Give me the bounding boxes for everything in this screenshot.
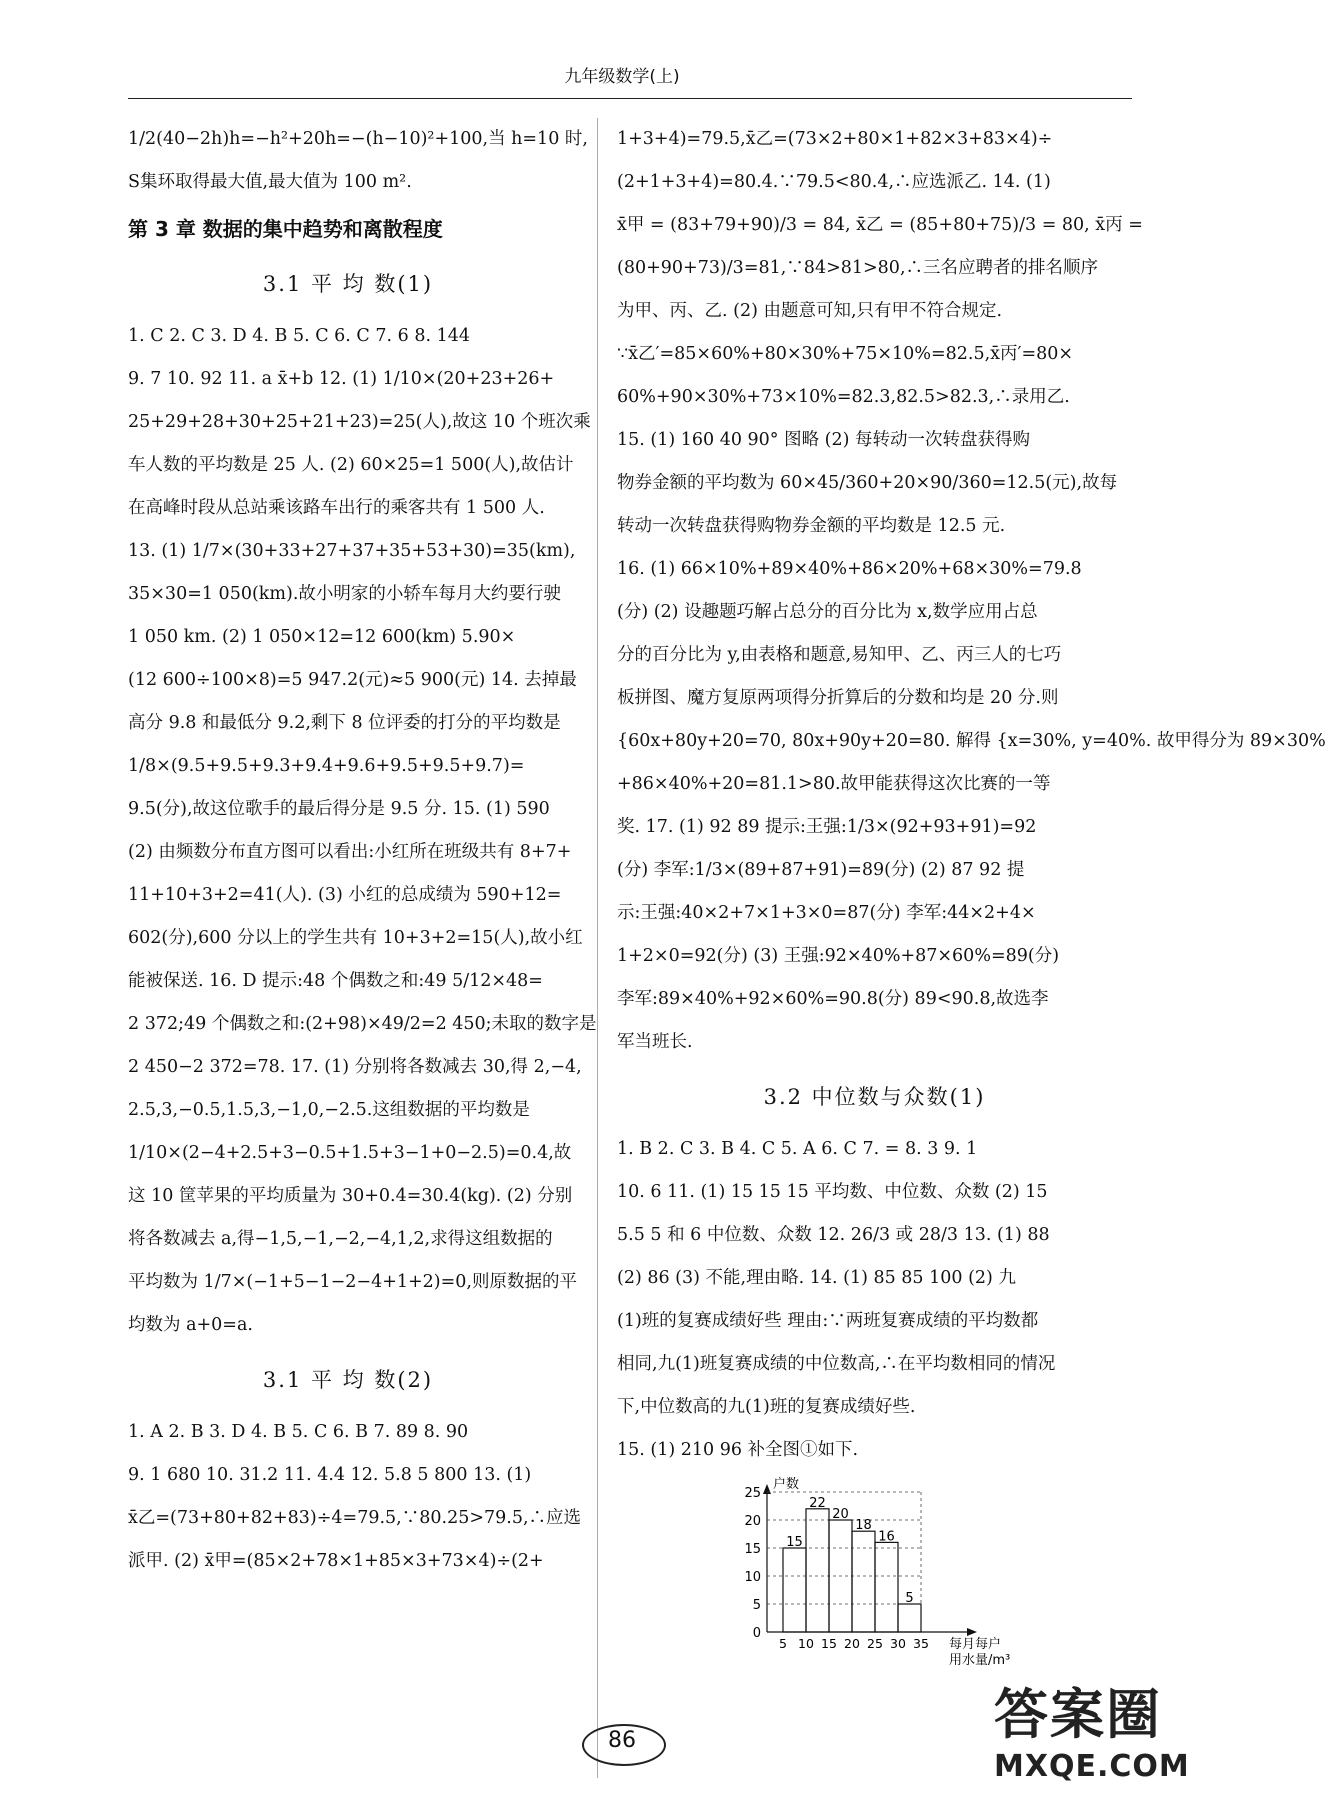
answer-line: S集环取得最大值,最大值为 100 m². xyxy=(128,172,412,192)
answer-line: x̄甲 = (83+79+90)/3 = 84, x̄乙 = (85+80+75)/3 = 80, x̄丙 = xyxy=(617,215,1143,235)
answer-line: (2+1+3+4)=80.4.∵79.5<80.4,∴应选派乙. 14. (1) xyxy=(617,172,1051,192)
left-column xyxy=(128,118,597,1583)
histogram-bar xyxy=(898,1604,921,1632)
answer-line: 李军:89×40%+92×60%=90.8(分) 89<90.8,故选李 xyxy=(617,989,1049,1009)
bar-value-label: 16 xyxy=(878,1529,895,1545)
y-tick-label: 20 xyxy=(744,1514,761,1529)
bar-value-label: 22 xyxy=(809,1495,826,1511)
section-title-3-2-1: 3.2 中位数与众数(1) xyxy=(763,1085,986,1109)
answer-line: 16. (1) 66×10%+89×40%+86×20%+68×30%=79.8 xyxy=(617,559,1082,579)
histogram-bar xyxy=(852,1531,875,1632)
answer-line: 2.5,3,−0.5,1.5,3,−1,0,−2.5.这组数据的平均数是 xyxy=(128,1100,530,1120)
answer-line: 在高峰时段从总站乘该路车出行的乘客共有 1 500 人. xyxy=(128,498,545,518)
answer-line: (12 600÷100×8)=5 947.2(元)≈5 900(元) 14. 去掉最 xyxy=(128,670,577,690)
answer-line: 9.5(分),故这位歌手的最后得分是 9.5 分. 15. (1) 590 xyxy=(128,799,550,819)
histogram-bar xyxy=(783,1548,806,1632)
answer-line: 602(分),600 分以上的学生共有 10+3+2=15(人),故小红 xyxy=(128,928,583,948)
answer-line: 均数为 a+0=a. xyxy=(128,1315,253,1335)
bar-value-label: 20 xyxy=(832,1507,849,1522)
answer-line: 将各数减去 a,得−1,5,−1,−2,−4,1,2,求得这组数据的 xyxy=(128,1229,553,1249)
column-separator xyxy=(597,118,598,1778)
answer-line: (2) 86 (3) 不能,理由略. 14. (1) 85 85 100 (2) 九 xyxy=(617,1268,1016,1288)
answer-line: 1. C 2. C 3. D 4. B 5. C 6. C 7. 6 8. 144 xyxy=(128,326,471,346)
answer-line: (分) 李军:1/3×(89+87+91)=89(分) (2) 87 92 提 xyxy=(617,860,1025,880)
answer-line: 10. 6 11. (1) 15 15 15 平均数、中位数、众数 (2) 15 xyxy=(617,1182,1048,1202)
section-title-3-1-1: 3.1 平 均 数(1) xyxy=(262,272,434,296)
answer-line: 35×30=1 050(km).故小明家的小轿车每月大约要行驶 xyxy=(128,584,561,604)
x-axis-label: 每月每户 xyxy=(949,1637,1002,1652)
answer-line: +86×40%+20=81.1>80.故甲能获得这次比赛的一等 xyxy=(617,774,1051,794)
answer-line: 示:王强:40×2+7×1+3×0=87(分) 李军:44×2+4× xyxy=(617,903,1036,923)
answer-line: 平均数为 1/7×(−1+5−1−2−4+1+2)=0,则原数据的平 xyxy=(128,1272,577,1292)
answer-line: 15. (1) 160 40 90° 图略 (2) 每转动一次转盘获得购 xyxy=(617,430,1031,450)
bar-value-label: 15 xyxy=(786,1535,803,1550)
y-axis-arrow xyxy=(763,1484,771,1494)
answer-line: 军当班长. xyxy=(617,1032,693,1052)
x-axis-label-unit: 用水量/m³ xyxy=(949,1653,1011,1668)
answer-line: 高分 9.8 和最低分 9.2,剩下 8 位评委的打分的平均数是 xyxy=(128,713,561,733)
x-axis-arrow xyxy=(967,1628,977,1636)
watermark-logo xyxy=(994,1672,1234,1792)
answer-line: 2 372;49 个偶数之和:(2+98)×49/2=2 450;未取的数字是 xyxy=(128,1014,597,1034)
answer-line: 分的百分比为 y,由表格和题意,易知甲、乙、丙三人的七巧 xyxy=(617,645,1062,665)
bar-value-label: 5 xyxy=(905,1591,914,1606)
right-column xyxy=(617,118,1326,1672)
answer-line: 物券金额的平均数为 60×45/360+20×90/360=12.5(元),故每 xyxy=(617,473,1118,493)
page-number-text: 86 xyxy=(608,1728,636,1753)
x-tick-label: 35 xyxy=(913,1636,929,1651)
x-tick-label: 10 xyxy=(798,1636,814,1651)
y-tick-label: 25 xyxy=(744,1486,761,1501)
right-answers-a xyxy=(617,118,1326,1064)
answer-line: 奖. 17. (1) 92 89 提示:王强:1/3×(92+93+91)=92 xyxy=(617,817,1037,837)
answer-line: 11+10+3+2=41(人). (3) 小红的总成绩为 590+12= xyxy=(128,885,562,905)
answer-line: 为甲、丙、乙. (2) 由题意可知,只有甲不符合规定. xyxy=(617,301,1003,321)
answer-line: 25+29+28+30+25+21+23)=25(人),故这 10 个班次乘 xyxy=(128,412,591,432)
page-header: 九年级数学(上) xyxy=(564,67,680,87)
answer-line: 60%+90×30%+73×10%=82.3,82.5>82.3,∴录用乙. xyxy=(617,387,1070,407)
histogram-figure xyxy=(617,1472,1132,1672)
answer-line: 9. 1 680 10. 31.2 11. 4.4 12. 5.8 5 800 13. (1) xyxy=(128,1465,532,1485)
answer-line: (分) (2) 设趣题巧解占总分的百分比为 x,数学应用占总 xyxy=(617,602,1038,622)
y-tick-label: 15 xyxy=(744,1542,761,1557)
section-3-2-1-answers xyxy=(617,1128,1132,1472)
histogram-chart xyxy=(617,1472,1132,1672)
answer-line: 派甲. (2) x̄甲=(85×2+78×1+85×3+73×4)÷(2+ xyxy=(128,1551,544,1571)
answer-line: 9. 7 10. 92 11. a x̄+b 12. (1) 1/10×(20+23+26+ xyxy=(128,369,555,389)
answer-line: (1)班的复赛成绩好些 理由:∵两班复赛成绩的平均数都 xyxy=(617,1311,1039,1331)
section-3-1-1-answers xyxy=(128,315,597,1347)
answer-line: 1. A 2. B 3. D 4. B 5. C 6. B 7. 89 8. 90 xyxy=(128,1422,469,1442)
y-tick-label: 0 xyxy=(752,1626,761,1641)
answer-line: 相同,九(1)班复赛成绩的中位数高,∴在平均数相同的情况 xyxy=(617,1354,1056,1374)
answer-line: 2 450−2 372=78. 17. (1) 分别将各数减去 30,得 2,−4, xyxy=(128,1057,582,1077)
y-tick-label: 5 xyxy=(752,1598,761,1613)
x-tick-label: 15 xyxy=(821,1636,837,1651)
answer-line: 13. (1) 1/7×(30+33+27+37+35+53+30)=35(km), xyxy=(128,541,576,561)
answer-line: 1/10×(2−4+2.5+3−0.5+1.5+3−1+0−2.5)=0.4,故 xyxy=(128,1143,572,1163)
section-title-3-1-2: 3.1 平 均 数(2) xyxy=(262,1368,434,1392)
x-tick-label: 30 xyxy=(890,1636,906,1651)
x-tick-label: 20 xyxy=(844,1636,860,1651)
histogram-bar xyxy=(806,1509,829,1632)
answer-line: 1+3+4)=79.5,x̄乙=(73×2+80×1+82×3+83×4)÷ xyxy=(617,129,1053,149)
answer-line: 这 10 筐苹果的平均质量为 30+0.4=30.4(kg). (2) 分别 xyxy=(128,1186,573,1206)
y-axis-label: 户数 xyxy=(773,1477,800,1492)
watermark-bottom: MXQE.COM xyxy=(994,1749,1190,1784)
answer-line: 1/8×(9.5+9.5+9.3+9.4+9.6+9.5+9.5+9.7)= xyxy=(128,756,525,776)
answer-line: 1. B 2. C 3. B 4. C 5. A 6. C 7. = 8. 3 9. 1 xyxy=(617,1139,978,1159)
answer-line: 板拼图、魔方复原两项得分折算后的分数和均是 20 分.则 xyxy=(617,688,1059,708)
answer-line: {60x+80y+20=70, 80x+90y+20=80. 解得 {x=30%, y=40%. 故甲得分为 89×30% xyxy=(617,731,1326,751)
answer-line: 15. (1) 210 96 补全图①如下. xyxy=(617,1440,859,1460)
answer-line: (80+90+73)/3=81,∵84>81>80,∴三名应聘者的排名顺序 xyxy=(617,258,1099,278)
page-number xyxy=(570,1722,674,1766)
header-rule xyxy=(128,98,1132,99)
answer-line: 5.5 5 和 6 中位数、众数 12. 26/3 或 28/3 13. (1) 88 xyxy=(617,1225,1050,1245)
left-top-lines xyxy=(128,118,588,204)
answer-line: 车人数的平均数是 25 人. (2) 60×25=1 500(人),故估计 xyxy=(128,455,574,475)
answer-line: (2) 由频数分布直方图可以看出:小红所在班级共有 8+7+ xyxy=(128,842,572,862)
y-tick-label: 10 xyxy=(744,1570,761,1585)
answer-line: ∵x̄乙′=85×60%+80×30%+75×10%=82.5,x̄丙′=80× xyxy=(617,344,1074,364)
answer-line: 1/2(40−2h)h=−h²+20h=−(h−10)²+100,当 h=10 时, xyxy=(128,129,588,149)
x-tick-label: 5 xyxy=(779,1636,787,1651)
watermark-top: 答案圈 xyxy=(994,1683,1162,1746)
answer-line: 下,中位数高的九(1)班的复赛成绩好些. xyxy=(617,1397,916,1417)
chapter-title: 第 3 章 数据的集中趋势和离散程度 xyxy=(128,217,443,241)
answer-line: 1 050 km. (2) 1 050×12=12 600(km) 5.90× xyxy=(128,627,516,647)
histogram-bar xyxy=(875,1542,898,1632)
x-tick-label: 25 xyxy=(867,1636,883,1651)
answer-line: 1+2×0=92(分) (3) 王强:92×40%+87×60%=89(分) xyxy=(617,946,1060,966)
answer-line: 转动一次转盘获得购物券金额的平均数是 12.5 元. xyxy=(617,516,1006,536)
answer-line: x̄乙=(73+80+82+83)÷4=79.5,∵80.25>79.5,∴应选 xyxy=(128,1508,582,1528)
bar-value-label: 18 xyxy=(855,1518,872,1534)
answer-line: 能被保送. 16. D 提示:48 个偶数之和:49 5/12×48= xyxy=(128,971,543,991)
section-3-1-2-answers xyxy=(128,1411,582,1583)
